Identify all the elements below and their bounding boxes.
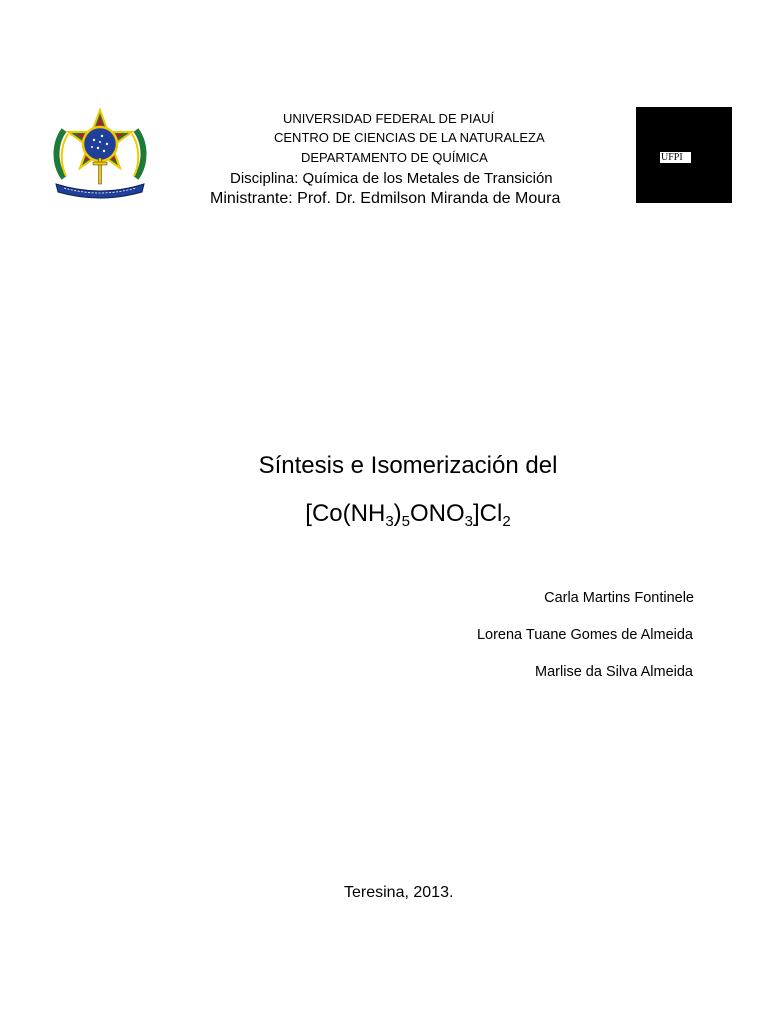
instructor-name: Ministrante: Prof. Dr. Edmilson Miranda de Moura xyxy=(210,190,561,207)
author-name: Marlise da Silva Almeida xyxy=(535,664,693,680)
author-name: Lorena Tuane Gomes de Almeida xyxy=(476,627,693,643)
formula-subscript: 3 xyxy=(464,513,474,530)
formula-part: [Co(NH xyxy=(305,500,386,527)
formula-subscript: 3 xyxy=(385,513,394,530)
course-name: Disciplina: Química de los Metales de Transición xyxy=(230,170,553,187)
chemical-formula xyxy=(24,500,768,528)
formula-part: ]Cl xyxy=(473,500,503,527)
formula-subscript: 2 xyxy=(502,513,511,530)
formula-part: ONO xyxy=(410,500,465,527)
formula-part: ) xyxy=(393,500,402,527)
university-name: UNIVERSIDAD FEDERAL DE PIAUÍ xyxy=(283,111,495,126)
ufpi-logo-label: UFPI xyxy=(661,152,683,163)
ufpi-logo xyxy=(636,107,732,203)
author-name: Carla Martins Fontinele xyxy=(544,590,694,606)
formula-subscript: 5 xyxy=(401,513,410,530)
place-and-date: Teresina, 2013. xyxy=(344,884,454,901)
document-title: Síntesis e Isomerización del xyxy=(258,452,558,479)
brazil-coat-of-arms-icon xyxy=(50,106,150,202)
department-name: DEPARTAMENTO DE QUÍMICA xyxy=(301,150,488,165)
center-name: CENTRO DE CIENCIAS DE LA NATURALEZA xyxy=(274,130,545,145)
